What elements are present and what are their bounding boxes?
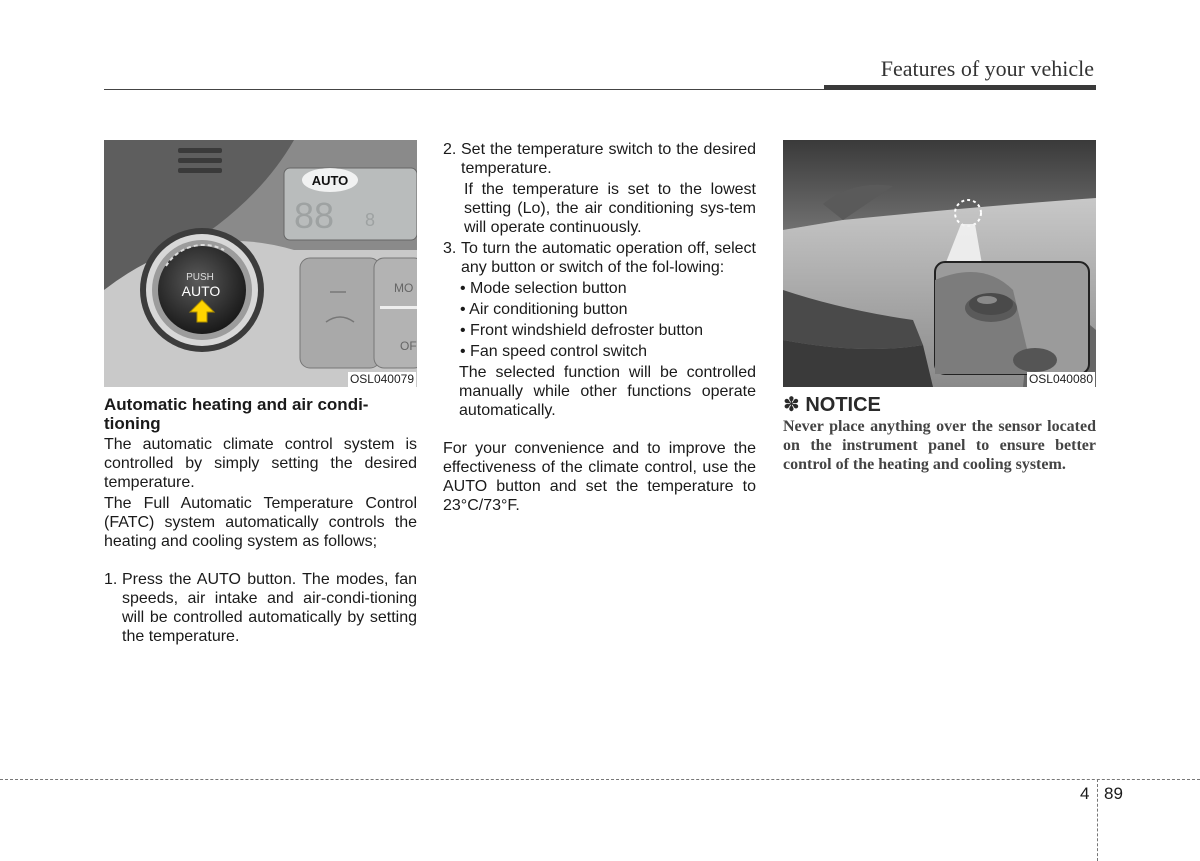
column-right [783, 140, 1096, 474]
step-text: To turn the automatic operation off, select any button or switch of the fol-lowing: [461, 240, 756, 276]
mode-partial-label: MO [394, 281, 414, 295]
mode-button[interactable] [300, 258, 380, 368]
step-2 [443, 140, 756, 178]
paragraph-convenience: For your convenience and to improve the effectiveness of the climate control, use the AUTO button and set the temperature to 23°C/73°F. [443, 440, 756, 514]
figure-sensor-location [783, 140, 1096, 387]
footer-divider [0, 779, 1200, 780]
figure-code: OSL040079 [349, 372, 414, 386]
column-middle [443, 140, 756, 515]
step-1 [104, 570, 417, 646]
page-header-title: Features of your vehicle [880, 56, 1094, 81]
display-digit-small: 8 [364, 210, 376, 230]
step-3 [443, 239, 756, 277]
bullet-item: • Fan speed control switch [460, 343, 648, 360]
header-rule-accent [824, 85, 1096, 90]
bullet-item: • Front windshield defroster button [460, 322, 704, 339]
notice-title: ✽ NOTICE [783, 394, 881, 416]
step-number: 2. [443, 141, 457, 158]
paragraph-fatc: The Full Automatic Temperature Control (FATC) system automatically controls the heating and cooling system as follows; [104, 495, 417, 550]
vent-grille-icon [178, 148, 222, 173]
notice-body: Never place anything over the sensor located on the instrument panel to ensure better control of the heating and cooling system. [783, 418, 1096, 473]
display-auto-label: AUTO [311, 173, 349, 188]
footer-vertical-divider [1097, 779, 1098, 861]
paragraph-intro: The automatic climate control system is controlled by simply setting the desired temperature. [104, 436, 417, 491]
bullet-item: • Mode selection button [460, 280, 627, 297]
off-partial-label: OF [400, 339, 417, 353]
climate-control-panel-illustration [104, 140, 417, 387]
page-number: 89 [1104, 784, 1123, 803]
step-text: Press the AUTO button. The modes, fan speeds, air intake and air-condi-tioning will be controlled automatically by setting the temperature. [122, 571, 417, 645]
step-number: 1. [104, 571, 118, 588]
knob-push-label: PUSH [186, 272, 214, 283]
step-number: 3. [443, 240, 457, 257]
step-text: Set the temperature switch to the desired temperature. [461, 141, 756, 177]
knob-auto-label: AUTO [181, 283, 221, 299]
step-2-note: If the temperature is set to the lowest setting (Lo), the air conditioning sys-tem will operate continuously. [464, 181, 756, 236]
section-heading: Automatic heating and air condi-tioning [104, 395, 369, 433]
chapter-number: 4 [1080, 784, 1090, 803]
header-rule [104, 89, 824, 90]
dashboard-sensor-illustration [783, 140, 1096, 387]
paragraph-manual-control: The selected function will be controlled manually while other functions operate automatically. [459, 364, 756, 419]
figure-auto-button [104, 140, 417, 387]
column-left [104, 140, 417, 646]
bullet-item: • Air conditioning button [460, 301, 628, 318]
display-digits: 88 [293, 195, 335, 236]
figure-code: OSL040080 [1028, 372, 1093, 386]
